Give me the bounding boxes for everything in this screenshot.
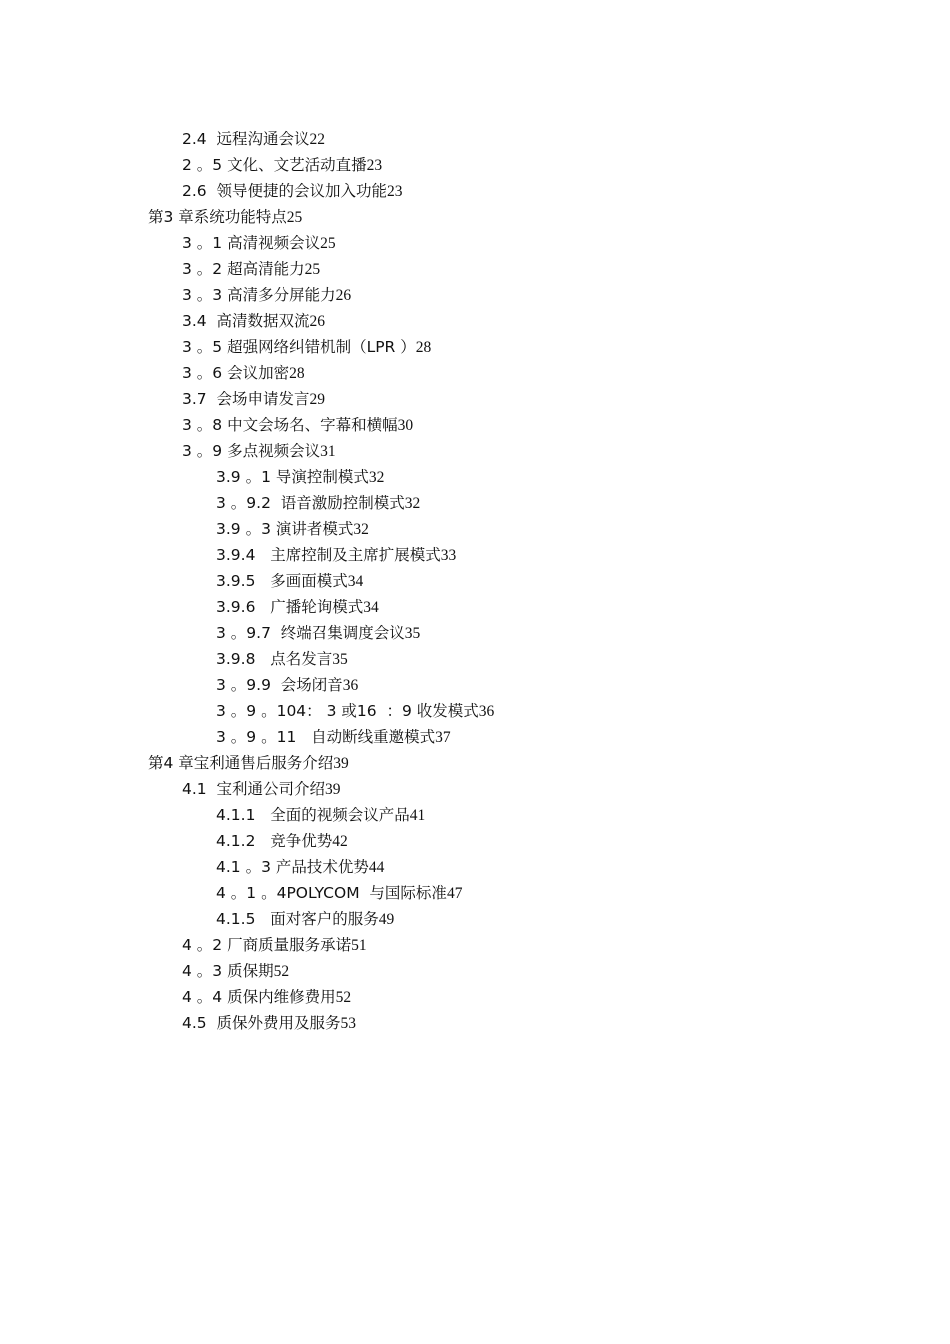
toc-entry[interactable] — [0, 126, 950, 152]
toc-chapter-entry[interactable] — [0, 204, 950, 230]
toc-entry-title: 3.9 。3 演讲者模式 — [216, 520, 354, 538]
toc-entry-page-number: 52 — [273, 963, 290, 980]
toc-entry-page-number: 32 — [368, 469, 385, 486]
toc-entry-title: 4 。2 厂商质量服务承诺 — [182, 936, 352, 954]
toc-entry-page-number: 28 — [415, 339, 432, 356]
toc-entry[interactable] — [0, 516, 950, 542]
toc-entry-page-number: 30 — [397, 417, 414, 434]
toc-entry[interactable] — [0, 308, 950, 334]
toc-entry-title: 3 。9 多点视频会议 — [182, 442, 321, 460]
toc-entry-page-number: 23 — [366, 157, 383, 174]
toc-entry-page-number: 35 — [404, 625, 421, 642]
toc-entry-page-number: 32 — [353, 521, 369, 538]
toc-entry[interactable] — [0, 984, 950, 1010]
toc-entry-page-number: 25 — [320, 235, 336, 252]
toc-entry[interactable] — [0, 490, 950, 516]
toc-entry[interactable] — [0, 386, 950, 412]
toc-entry-page-number: 29 — [309, 391, 326, 408]
toc-entry-page-number: 52 — [335, 989, 352, 1006]
toc-entry-title: 4 。4 质保内维修费用 — [182, 988, 336, 1006]
toc-entry[interactable] — [0, 906, 950, 932]
toc-entry-title: 4.1.1 全面的视频会议产品 — [216, 806, 410, 824]
toc-entry-title: 2.4 远程沟通会议 — [182, 130, 310, 148]
toc-entry-title: 3.4 高清数据双流 — [182, 312, 310, 330]
toc-entry[interactable] — [0, 776, 950, 802]
toc-entry-title: 第3 章系统功能特点 — [148, 208, 287, 226]
toc-entry-title: 3.9.8 点名发言 — [216, 650, 333, 668]
toc-entry-title: 3 。6 会议加密 — [182, 364, 290, 382]
toc-entry-title: 3.9 。1 导演控制模式 — [216, 468, 369, 486]
toc-entry-title: 3 。9 。104： 3 或16 ：9 收发模式 — [216, 702, 479, 720]
toc-entry[interactable] — [0, 334, 950, 360]
toc-entry-title: 3 。8 中文会场名、字幕和横幅 — [182, 416, 398, 434]
toc-entry-page-number: 34 — [347, 573, 364, 590]
toc-entry-title: 3 。9.2 语音激励控制模式 — [216, 494, 405, 512]
toc-entry-page-number: 53 — [340, 1015, 357, 1032]
toc-entry-page-number: 26 — [335, 287, 352, 304]
toc-entry-page-number: 23 — [387, 183, 403, 200]
toc-entry-page-number: 33 — [440, 547, 457, 564]
toc-entry[interactable] — [0, 542, 950, 568]
table-of-contents — [0, 126, 950, 1036]
toc-entry-page-number: 47 — [446, 885, 463, 902]
toc-entry[interactable] — [0, 802, 950, 828]
toc-entry-page-number: 44 — [368, 859, 385, 876]
toc-entry-page-number: 22 — [309, 131, 326, 148]
toc-entry-page-number: 41 — [409, 807, 426, 824]
toc-entry[interactable] — [0, 854, 950, 880]
toc-entry-page-number: 25 — [286, 209, 303, 226]
toc-entry[interactable] — [0, 620, 950, 646]
toc-entry-page-number: 25 — [304, 261, 321, 278]
toc-entry[interactable] — [0, 230, 950, 256]
toc-entry-title: 4.1.5 面对客户的服务 — [216, 910, 379, 928]
toc-entry[interactable] — [0, 1010, 950, 1036]
toc-entry-page-number: 32 — [404, 495, 421, 512]
toc-entry-page-number: 34 — [363, 599, 379, 616]
toc-entry-title: 3.7 会场申请发言 — [182, 390, 310, 408]
toc-entry[interactable] — [0, 412, 950, 438]
toc-entry[interactable] — [0, 724, 950, 750]
toc-entry-title: 3 。9.7 终端召集调度会议 — [216, 624, 405, 642]
toc-entry-page-number: 28 — [289, 365, 305, 382]
toc-entry-page-number: 49 — [378, 911, 395, 928]
toc-entry[interactable] — [0, 646, 950, 672]
toc-entry[interactable] — [0, 594, 950, 620]
toc-entry-title: 4 。1 。4POLYCOM 与国际标准 — [216, 884, 447, 902]
toc-entry-title: 3 。5 超强网络纠错机制（LPR ） — [182, 338, 416, 356]
toc-entry-title: 2 。5 文化、文艺活动直播 — [182, 156, 367, 174]
toc-entry-title: 3.9.5 多画面模式 — [216, 572, 348, 590]
toc-entry[interactable] — [0, 568, 950, 594]
toc-entry-page-number: 36 — [342, 677, 359, 694]
toc-entry[interactable] — [0, 698, 950, 724]
toc-entry-title: 4.1 。3 产品技术优势 — [216, 858, 369, 876]
toc-entry[interactable] — [0, 464, 950, 490]
toc-entry-title: 3 。9 。11 自动断线重邀模式 — [216, 728, 436, 746]
toc-entry[interactable] — [0, 438, 950, 464]
toc-entry-title: 3 。1 高清视频会议 — [182, 234, 321, 252]
toc-entry[interactable] — [0, 932, 950, 958]
toc-entry-title: 4.1 宝利通公司介绍 — [182, 780, 326, 798]
toc-entry[interactable] — [0, 178, 950, 204]
toc-entry[interactable] — [0, 880, 950, 906]
toc-entry-title: 4.1.2 竞争优势 — [216, 832, 333, 850]
toc-entry-page-number: 37 — [435, 729, 451, 746]
toc-entry[interactable] — [0, 828, 950, 854]
toc-entry-page-number: 39 — [333, 755, 349, 772]
toc-entry-title: 2.6 领导便捷的会议加入功能 — [182, 182, 388, 200]
toc-entry-title: 3 。3 高清多分屏能力 — [182, 286, 336, 304]
toc-entry-title: 4.5 质保外费用及服务 — [182, 1014, 341, 1032]
toc-entry-title: 第4 章宝利通售后服务介绍 — [148, 754, 334, 772]
toc-entry[interactable] — [0, 282, 950, 308]
toc-entry-page-number: 35 — [332, 651, 348, 668]
toc-entry-title: 3 。9.9 会场闭音 — [216, 676, 343, 694]
toc-entry[interactable] — [0, 360, 950, 386]
toc-entry-page-number: 31 — [320, 443, 336, 460]
toc-entry[interactable] — [0, 672, 950, 698]
toc-entry-title: 3 。2 超高清能力 — [182, 260, 305, 278]
toc-entry[interactable] — [0, 958, 950, 984]
toc-entry-page-number: 51 — [351, 937, 367, 954]
toc-entry-page-number: 36 — [478, 703, 495, 720]
toc-entry-title: 3.9.6 广播轮询模式 — [216, 598, 364, 616]
toc-entry-title: 4 。3 质保期 — [182, 962, 274, 980]
toc-entry[interactable] — [0, 152, 950, 178]
toc-entry-title: 3.9.4 主席控制及主席扩展模式 — [216, 546, 441, 564]
toc-entry-page-number: 39 — [325, 781, 341, 798]
toc-entry-page-number: 42 — [332, 833, 348, 850]
toc-entry-page-number: 26 — [309, 313, 326, 330]
toc-chapter-entry[interactable] — [0, 750, 950, 776]
toc-entry[interactable] — [0, 256, 950, 282]
